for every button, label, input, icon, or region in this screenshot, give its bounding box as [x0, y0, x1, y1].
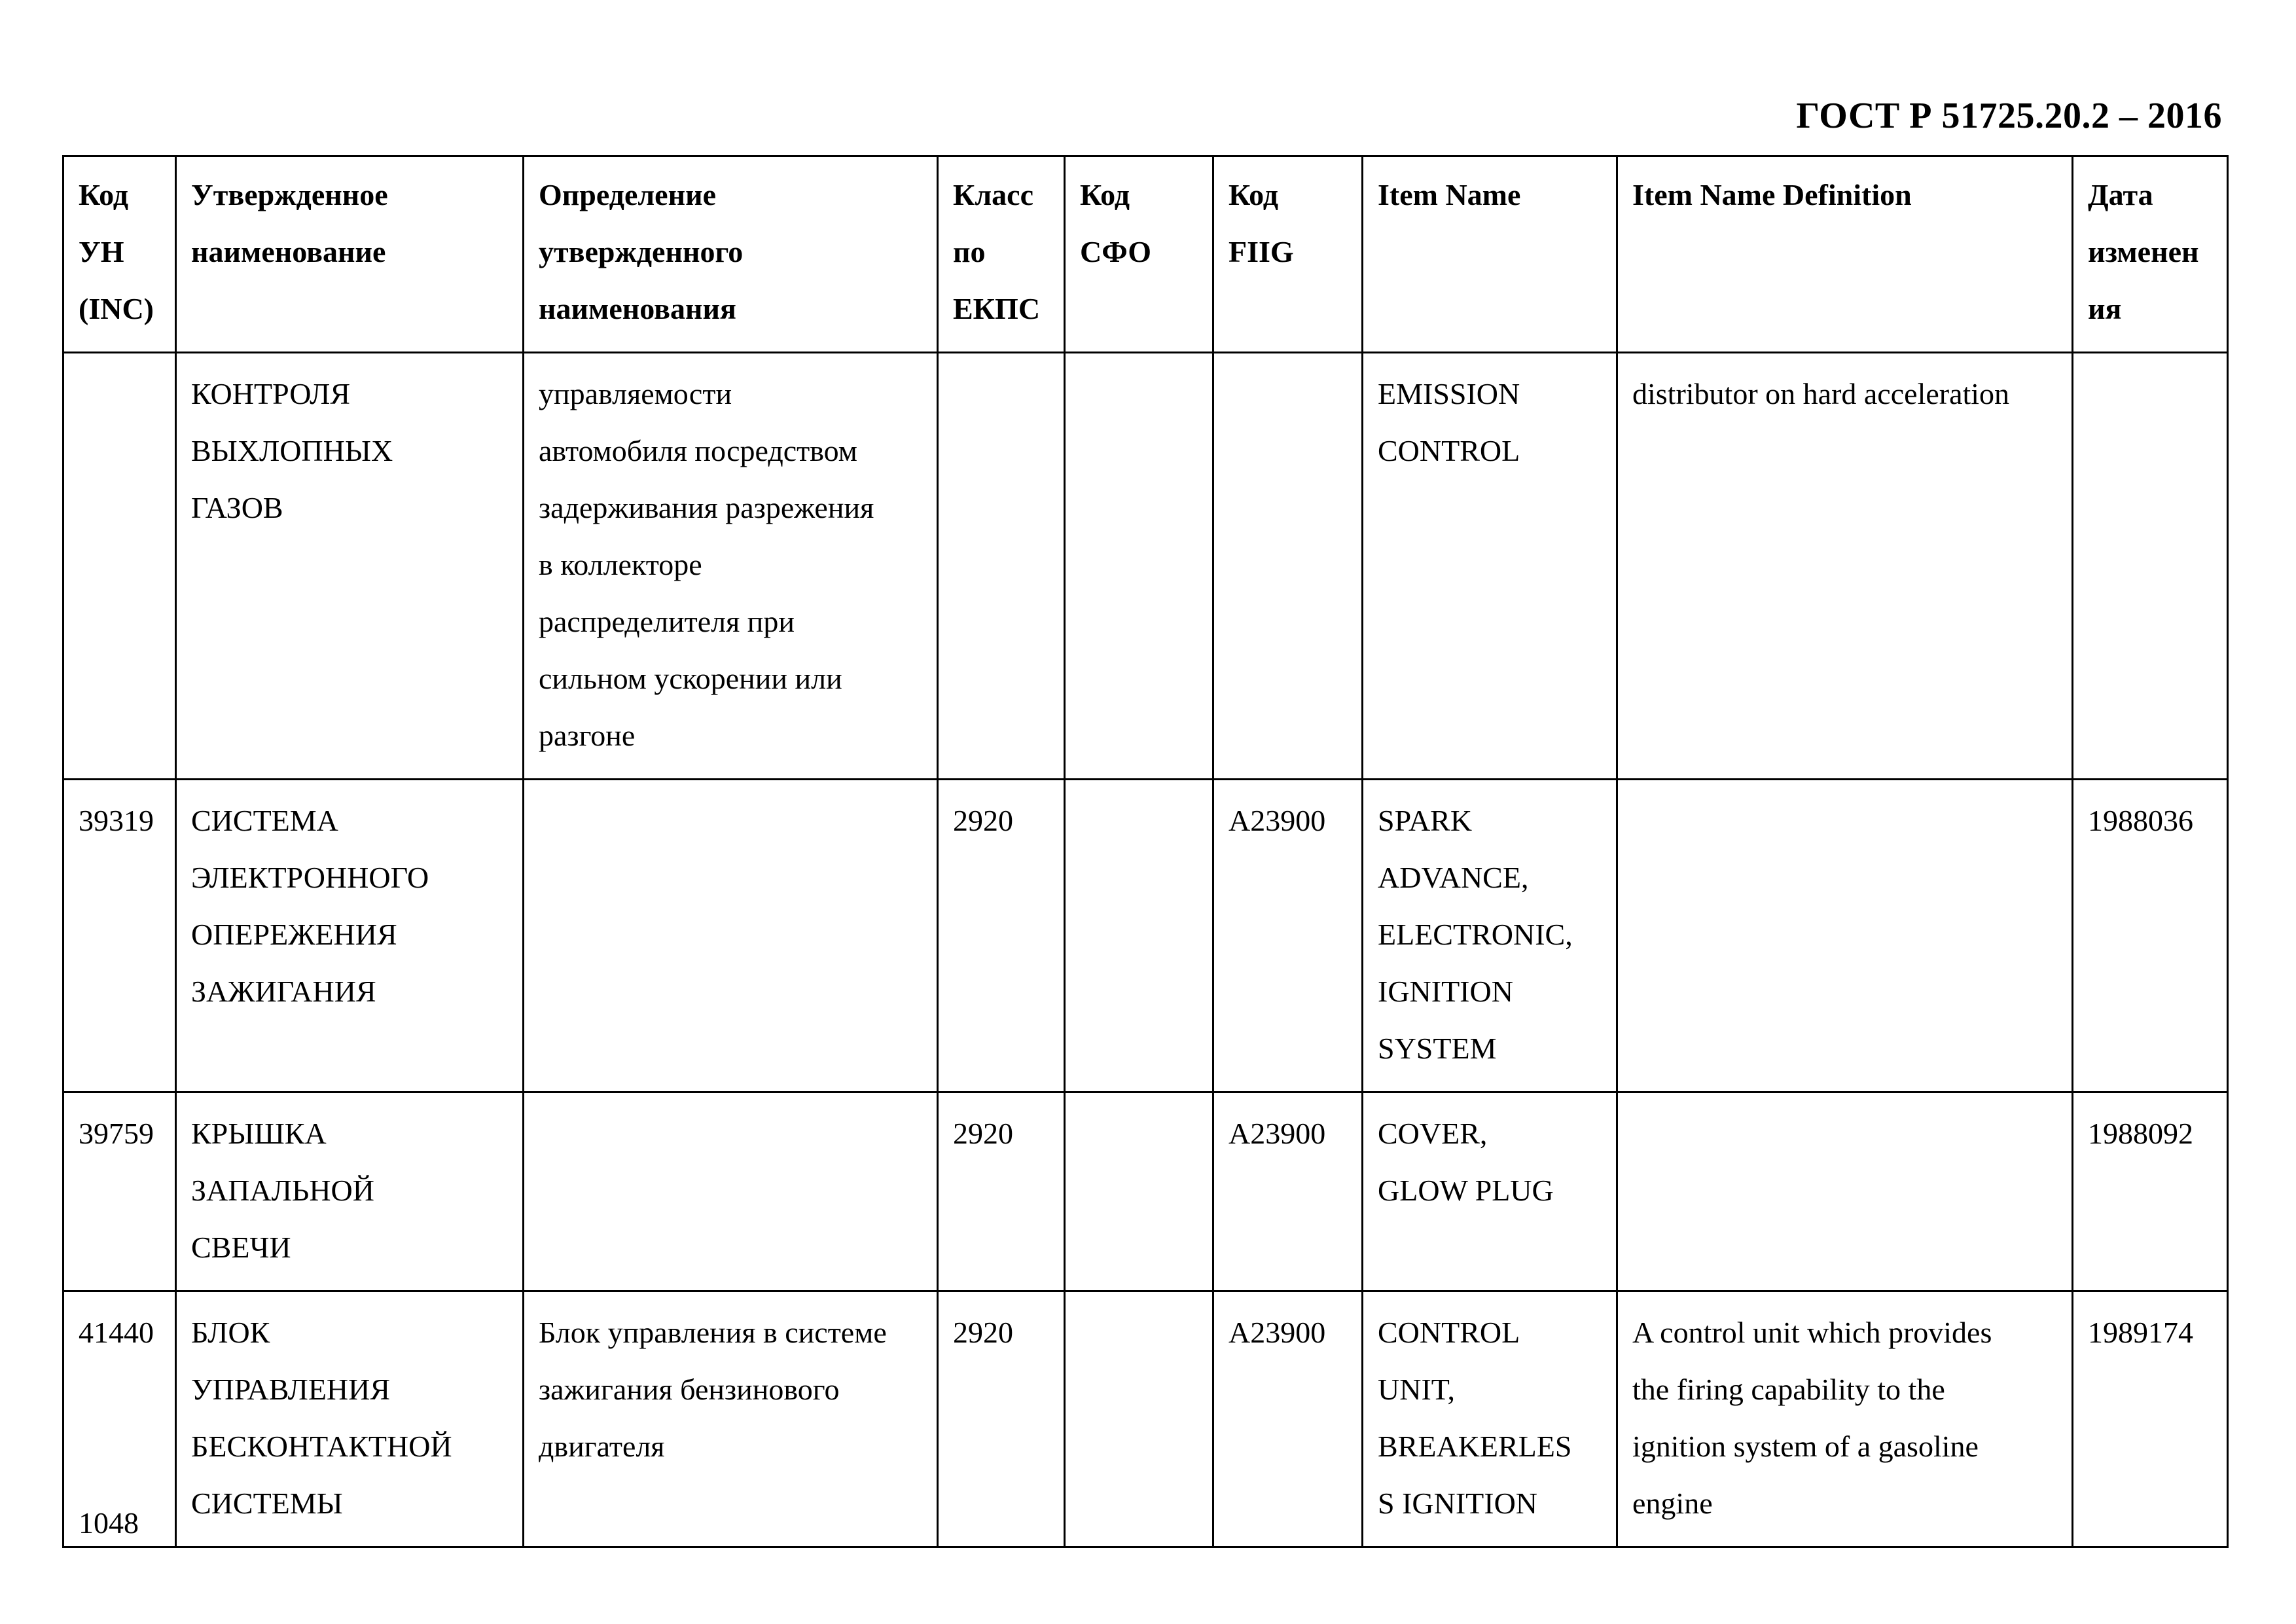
cell-ekps-class: 2920	[938, 1092, 1065, 1291]
cell-sfo-code	[1065, 353, 1213, 780]
cell-change-date	[2073, 353, 2228, 780]
table-row	[63, 1291, 2228, 1547]
cell-approved-name: СИСТЕМА ЭЛЕКТРОННОГО ОПЕРЕЖЕНИЯ ЗАЖИГАНИЯ	[176, 780, 524, 1092]
cell-change-date: 1988092	[2073, 1092, 2228, 1291]
table-header-row	[63, 156, 2228, 353]
column-header-sfo-code: Код СФО	[1065, 156, 1213, 353]
cell-item-name: COVER, GLOW PLUG	[1363, 1092, 1617, 1291]
cell-approved-name: КОНТРОЛЯ ВЫХЛОПНЫХ ГАЗОВ	[176, 353, 524, 780]
cell-fiig-code: A23900	[1213, 780, 1363, 1092]
cell-ekps-class	[938, 353, 1065, 780]
cell-fiig-code: A23900	[1213, 1092, 1363, 1291]
table-row	[63, 780, 2228, 1092]
cell-name-definition: Блок управления в системе зажигания бензинового двигателя	[524, 1291, 938, 1547]
cell-name-definition	[524, 1092, 938, 1291]
column-header-change-date: Дата изменен ия	[2073, 156, 2228, 353]
cell-ekps-class: 2920	[938, 780, 1065, 1092]
cell-change-date: 1988036	[2073, 780, 2228, 1092]
cell-change-date: 1989174	[2073, 1291, 2228, 1547]
cell-name-definition	[524, 780, 938, 1092]
column-header-fiig-code: Код FIIG	[1213, 156, 1363, 353]
cell-item-name-definition	[1617, 1092, 2073, 1291]
cell-inc: 39319	[63, 780, 176, 1092]
cell-name-definition: управляемости автомобиля посредством задерживания разрежения в коллекторе распределителя при сильном ускорении или разгоне	[524, 353, 938, 780]
cell-ekps-class: 2920	[938, 1291, 1065, 1547]
column-header-ekps-class: Класс по ЕКПС	[938, 156, 1065, 353]
cell-item-name-definition: distributor on hard acceleration	[1617, 353, 2073, 780]
cell-approved-name: КРЫШКА ЗАПАЛЬНОЙ СВЕЧИ	[176, 1092, 524, 1291]
cell-sfo-code	[1065, 1291, 1213, 1547]
cell-item-name: SPARK ADVANCE, ELECTRONIC, IGNITION SYSTEM	[1363, 780, 1617, 1092]
cell-inc: 41440	[63, 1291, 176, 1547]
column-header-item-name: Item Name	[1363, 156, 1617, 353]
page-number: 1048	[79, 1506, 139, 1540]
column-header-item-name-definition: Item Name Definition	[1617, 156, 2073, 353]
table-row	[63, 353, 2228, 780]
column-header-inc: Код УН (INC)	[63, 156, 176, 353]
table-row	[63, 1092, 2228, 1291]
cell-sfo-code	[1065, 1092, 1213, 1291]
cell-fiig-code: A23900	[1213, 1291, 1363, 1547]
cell-item-name: EMISSION CONTROL	[1363, 353, 1617, 780]
cell-item-name-definition	[1617, 780, 2073, 1092]
column-header-approved-name: Утвержденное наименование	[176, 156, 524, 353]
cell-inc: 39759	[63, 1092, 176, 1291]
cell-approved-name: БЛОК УПРАВЛЕНИЯ БЕСКОНТАКТНОЙ СИСТЕМЫ	[176, 1291, 524, 1547]
cell-inc	[63, 353, 176, 780]
classification-table	[62, 155, 2229, 1548]
cell-item-name: CONTROL UNIT, BREAKERLES S IGNITION	[1363, 1291, 1617, 1547]
cell-sfo-code	[1065, 780, 1213, 1092]
cell-item-name-definition: A control unit which provides the firing capability to the ignition system of a gasoline engine	[1617, 1291, 2073, 1547]
column-header-name-definition: Определение утвержденного наименования	[524, 156, 938, 353]
cell-fiig-code	[1213, 353, 1363, 780]
document-standard-title: ГОСТ Р 51725.20.2 – 2016	[1796, 96, 2222, 136]
